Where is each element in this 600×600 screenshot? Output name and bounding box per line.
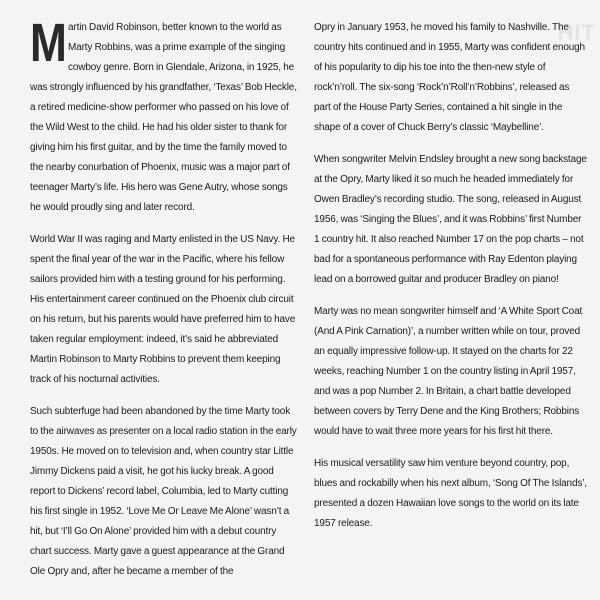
paragraph: Such subterfuge had been abandoned by the time Marty took to the airwaves as presenter on a local radio station in the early 1950s. He moved on to television and, when country star Little Jimmy Dickens paid a visit, he got his lucky break. A good report to Dickens’ record label, Columbia, led to Marty cutting his first single in 1952. ‘Love Me Or Leave Me Alone’ wasn’t a hit, but ‘I’ll Go On Alone’ provided him with a debut country chart success. Marty gave a guest appearance at the Grand Ole Opry and, after he became a member of the bbox=[30, 406, 297, 577]
paragraph: World War II was raging and Marty enlisted in the US Navy. He spent the final year of the war in the Pacific, where his fellow sailors provided him with a testing ground for his performing. His entertainment career continued on the Phoenix club circuit on his return, but his parents would have preferred him to have taken regular employment: indeed, it’s said he abbreviated Martin Robinson to Marty Robbins to prevent them keeping track of his nocturnal activities. bbox=[30, 234, 296, 385]
paragraph: His musical versatility saw him venture beyond country, pop, blues and rockabilly when his next album, ‘Song Of The Islands’, presented a dozen Hawaiian love songs to the world on its late 1957 release. bbox=[314, 458, 587, 529]
paragraph: When songwriter Melvin Endsley brought a new song backstage at the Opry, Marty liked it so much he headed immediately for Owen Bradley’s recording studio. The song, released in August 1956, was ‘Singing the Blues’, and it was Robbins’ first Number 1 country hit. It also reached Number 17 on the pop charts – not bad for a spontaneous performance with Ray Edenton playing lead on a borrowed guitar and producer Bradley on piano! bbox=[314, 154, 587, 285]
paragraph bbox=[30, 13, 300, 218]
right-column bbox=[314, 18, 588, 600]
drop-cap-letter: M bbox=[30, 13, 67, 73]
paragraph: Opry in January 1953, he moved his family to Nashville. The country hits continued and in 1955, Marty was confident enough of his popularity to dip his toe into the then-new style of rock’n’roll. The six-song ‘Rock’n’Roll’n’Robbins’, released as part of the House Party Series, contained a hit single in the shape of a cover of Chuck Berry’s classic ‘Maybelline’. bbox=[314, 22, 585, 133]
left-column bbox=[30, 13, 300, 600]
background-watermark-text: HIT bbox=[557, 20, 596, 45]
paragraph-text: artin David Robinson, better known to the world as Marty Robbins, was a prime example of the singing cowboy genre. Born in Glendale, Arizona, in 1925, he was strongly influenced by his grandfather, ‘Texas’ Bob Heckle, a retired medicine-show performer who passed on his love of the Wild West to the child. He had his older sister to thank for giving him his first guitar, and by the time the family moved to the nearby conurbation of Phoenix, music was a major part of teenager Marty’s life. His hero was Gene Autry, whose songs he would proudly sing and later record. bbox=[30, 22, 297, 213]
paragraph: Marty was no mean songwriter himself and ‘A White Sport Coat (And A Pink Carnation)’, a number written while on tour, proved an equally impressive follow-up. It stayed on the charts for 22 weeks, reaching Number 1 on the country listing in April 1957, and was a pop Number 2. In Britain, a chart battle developed between covers by Terry Dene and the King Brothers; Robbins would have to wait three more years for his first hit there. bbox=[314, 306, 583, 437]
